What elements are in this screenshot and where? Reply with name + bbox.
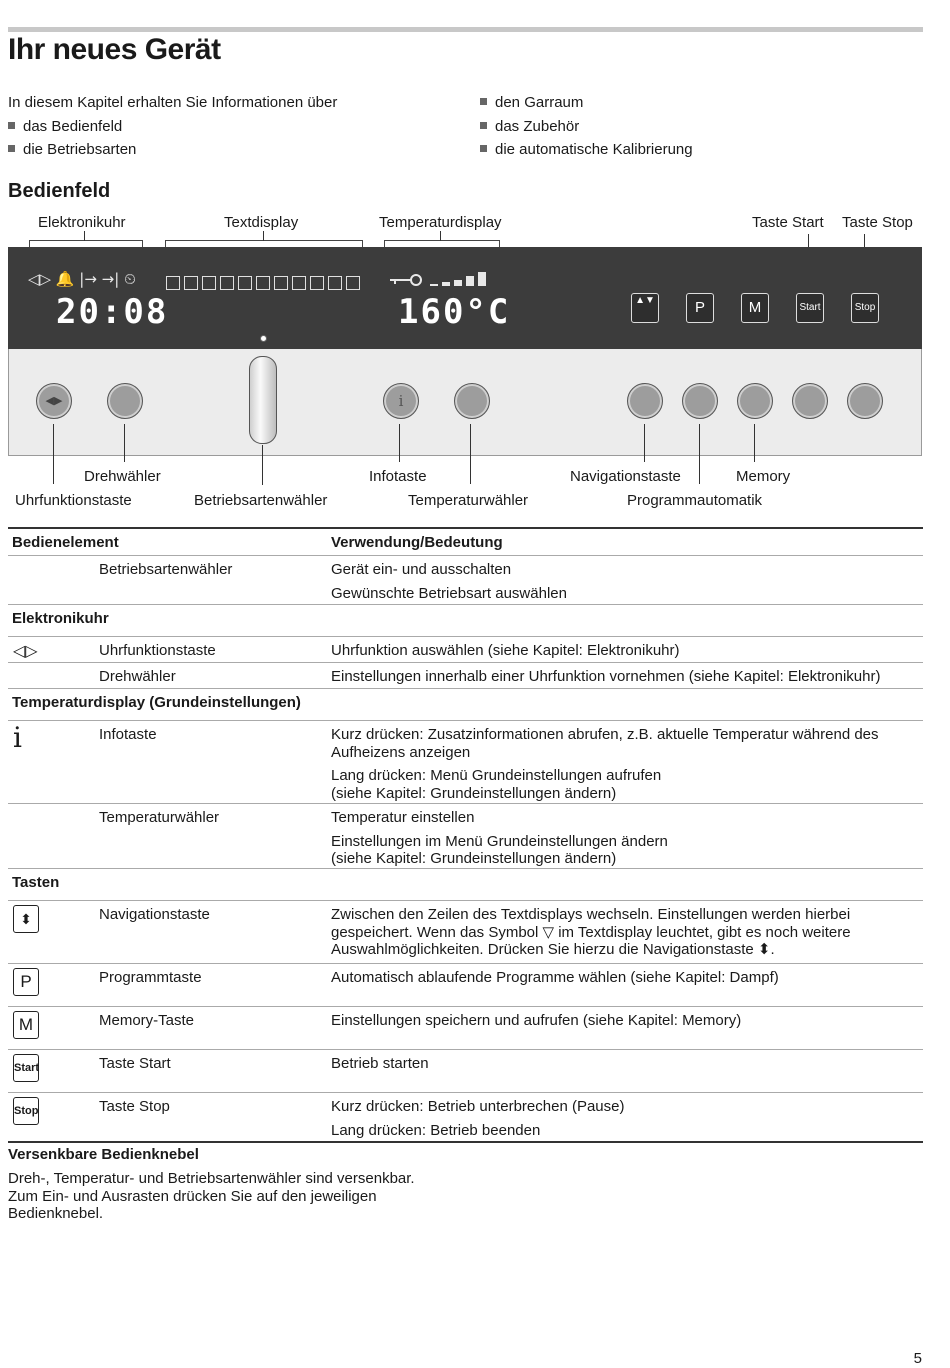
label-temperaturwaehler: Temperaturwähler [408, 492, 529, 509]
navigation-icon: ⬍ [13, 905, 39, 933]
program-button[interactable]: P [686, 293, 714, 323]
row-name: Taste Stop [99, 1098, 170, 1115]
page-title: Ihr neues Gerät [8, 33, 221, 66]
mode-icon [238, 276, 252, 290]
intro-lead: In diesem Kapitel erhalten Sie Informationen über [8, 94, 338, 111]
table-row [8, 963, 923, 1006]
row-name: Uhrfunktionstaste [99, 642, 216, 659]
program-knob[interactable] [682, 383, 718, 419]
mode-icon [274, 276, 288, 290]
time-display: 20:08 [56, 292, 169, 332]
label-programmautomatik: Programmautomatik [627, 492, 763, 509]
label-elektronikuhr: Elektronikuhr [38, 214, 126, 231]
navigation-button[interactable]: ▲▼ [631, 293, 659, 323]
label-temperaturdisplay: Temperaturdisplay [379, 214, 502, 231]
memory-knob[interactable] [737, 383, 773, 419]
header-cell: Verwendung/Bedeutung [331, 534, 503, 551]
info-icon: i [13, 721, 22, 754]
mode-icon [184, 276, 198, 290]
row-desc: Temperatur einstellen [331, 809, 475, 826]
intro-item: die automatische Kalibrierung [480, 138, 693, 162]
start-button[interactable]: Start [796, 293, 824, 323]
label-drehwaehler: Drehwähler [84, 468, 161, 485]
label-navigationstaste: Navigationstaste [570, 468, 681, 485]
table-row [8, 900, 923, 963]
mode-icon [220, 276, 234, 290]
section-row: Temperaturdisplay (Grundeinstellungen) [8, 688, 923, 720]
section-row: Tasten [8, 868, 923, 900]
operating-mode-selector[interactable] [249, 356, 277, 444]
intro-item: das Bedienfeld [8, 115, 337, 139]
clock-function-icons: ◁▷ 🔔 |→ →| ⏲ [28, 270, 136, 288]
info-knob[interactable]: i [383, 383, 419, 419]
stop-icon: Stop [13, 1097, 39, 1125]
mode-icon [166, 276, 180, 290]
pointer [263, 231, 264, 241]
notes-line: Dreh-, Temperatur- und Betriebsartenwähler sind versenkbar. [8, 1170, 415, 1187]
pointer [262, 445, 263, 485]
notes-line: Zum Ein- und Ausrasten drücken Sie auf den jeweiligen Bedienknebel. [8, 1187, 377, 1222]
mode-icon [328, 276, 342, 290]
intro-left [8, 91, 337, 162]
row-name: Drehwähler [99, 668, 176, 685]
mode-icon [202, 276, 216, 290]
start-knob[interactable] [792, 383, 828, 419]
table-row [8, 662, 923, 688]
row-desc: Uhrfunktion auswählen (siehe Kapitel: Elektronikuhr) [331, 642, 680, 659]
row-name: Infotaste [99, 726, 157, 743]
row-desc: Zwischen den Zeilen des Textdisplays wechseln. Einstellungen werden hierbei gespeichert. Wenn das Symbol ▽ im Textdisplay leuchtet, gibt es noch weitere Auswahlmöglichkeiten. Drücken Sie hierzu die Navigationstaste ⬍. [331, 906, 851, 958]
pointer [754, 424, 755, 462]
label-infotaste: Infotaste [369, 468, 427, 485]
row-desc: Einstellungen speichern und aufrufen (siehe Kapitel: Memory) [331, 1012, 742, 1029]
header-rule [8, 27, 923, 32]
notes-body [8, 1170, 458, 1223]
row-name: Programmtaste [99, 969, 202, 986]
row-name: Temperaturwähler [99, 809, 220, 826]
mode-icon [346, 276, 360, 290]
mode-icon [292, 276, 306, 290]
table-header [8, 527, 923, 555]
notes-title: Versenkbare Bedienknebel [8, 1146, 199, 1163]
memory-button[interactable]: M [741, 293, 769, 323]
label-taste-stop: Taste Stop [842, 214, 913, 231]
row-desc: Einstellungen innerhalb einer Uhrfunktion vornehmen (siehe Kapitel: Elektronikuhr) [331, 668, 881, 685]
rotary-selector-knob[interactable] [107, 383, 143, 419]
temperature-selector-knob[interactable] [454, 383, 490, 419]
row-desc: Gewünschte Betriebsart auswählen [331, 584, 567, 602]
navigation-knob[interactable] [627, 383, 663, 419]
row-desc: Einstellungen im Menü Grundeinstellungen ändern (siehe Kapitel: Grundeinstellungen ändern) [331, 832, 668, 867]
page-number: 5 [913, 1350, 922, 1367]
row-name: Betriebsartenwähler [99, 561, 233, 578]
key-and-level-icon [390, 270, 490, 290]
pointer [84, 231, 85, 241]
table-row [8, 1092, 923, 1141]
row-name: Taste Start [99, 1055, 171, 1072]
mode-icon [310, 276, 324, 290]
pointer [53, 424, 54, 484]
section-row: Elektronikuhr [8, 604, 923, 636]
pointer [699, 424, 700, 484]
clock-function-knob[interactable]: ◀▶ [36, 383, 72, 419]
pointer [399, 424, 400, 462]
clock-arrows-icon: ◁▷ [13, 643, 38, 660]
p-icon: P [13, 968, 39, 996]
row-desc: Betrieb starten [331, 1055, 429, 1072]
pointer [644, 424, 645, 462]
table-row [8, 1049, 923, 1092]
intro-item: den Garraum [480, 91, 693, 115]
row-name: Memory-Taste [99, 1012, 195, 1029]
pointer [470, 424, 471, 484]
pointer [440, 231, 441, 241]
label-memory: Memory [736, 468, 791, 485]
row-desc: Kurz drücken: Betrieb unterbrechen (Pause) [331, 1098, 625, 1115]
row-desc: Automatisch ablaufende Programme wählen (siehe Kapitel: Dampf) [331, 969, 779, 986]
intro-item: die Betriebsarten [8, 138, 337, 162]
temperature-display: 160°C [398, 292, 511, 332]
dial-marker [260, 335, 267, 342]
table-row [8, 555, 923, 604]
start-icon: Start [13, 1054, 39, 1082]
label-uhrfunktionstaste: Uhrfunktionstaste [15, 492, 132, 509]
row-name: Navigationstaste [99, 906, 210, 923]
row-desc: Kurz drücken: Zusatzinformationen abrufen, z.B. aktuelle Temperatur während des Aufheizens anzeigen [331, 726, 879, 761]
section-title: Bedienfeld [8, 180, 111, 202]
table-row [8, 1006, 923, 1049]
row-desc: Lang drücken: Menü Grundeinstellungen aufrufen (siehe Kapitel: Grundeinstellungen ändern) [331, 767, 662, 802]
table-row [8, 803, 923, 868]
intro-item: das Zubehör [480, 115, 693, 139]
stop-knob[interactable] [847, 383, 883, 419]
controls-table [8, 527, 923, 1143]
label-textdisplay: Textdisplay [224, 214, 299, 231]
table-row [8, 720, 923, 803]
m-icon: M [13, 1011, 39, 1039]
mode-icon [256, 276, 270, 290]
stop-button[interactable]: Stop [851, 293, 879, 323]
intro-right [480, 91, 693, 162]
header-cell: Bedienelement [12, 534, 119, 551]
label-taste-start: Taste Start [752, 214, 824, 231]
row-desc: Lang drücken: Betrieb beenden [331, 1121, 541, 1139]
label-betriebsartenwaehler: Betriebsartenwähler [194, 492, 328, 509]
pointer [124, 424, 125, 462]
row-desc: Gerät ein- und ausschalten [331, 561, 512, 578]
table-row [8, 636, 923, 662]
